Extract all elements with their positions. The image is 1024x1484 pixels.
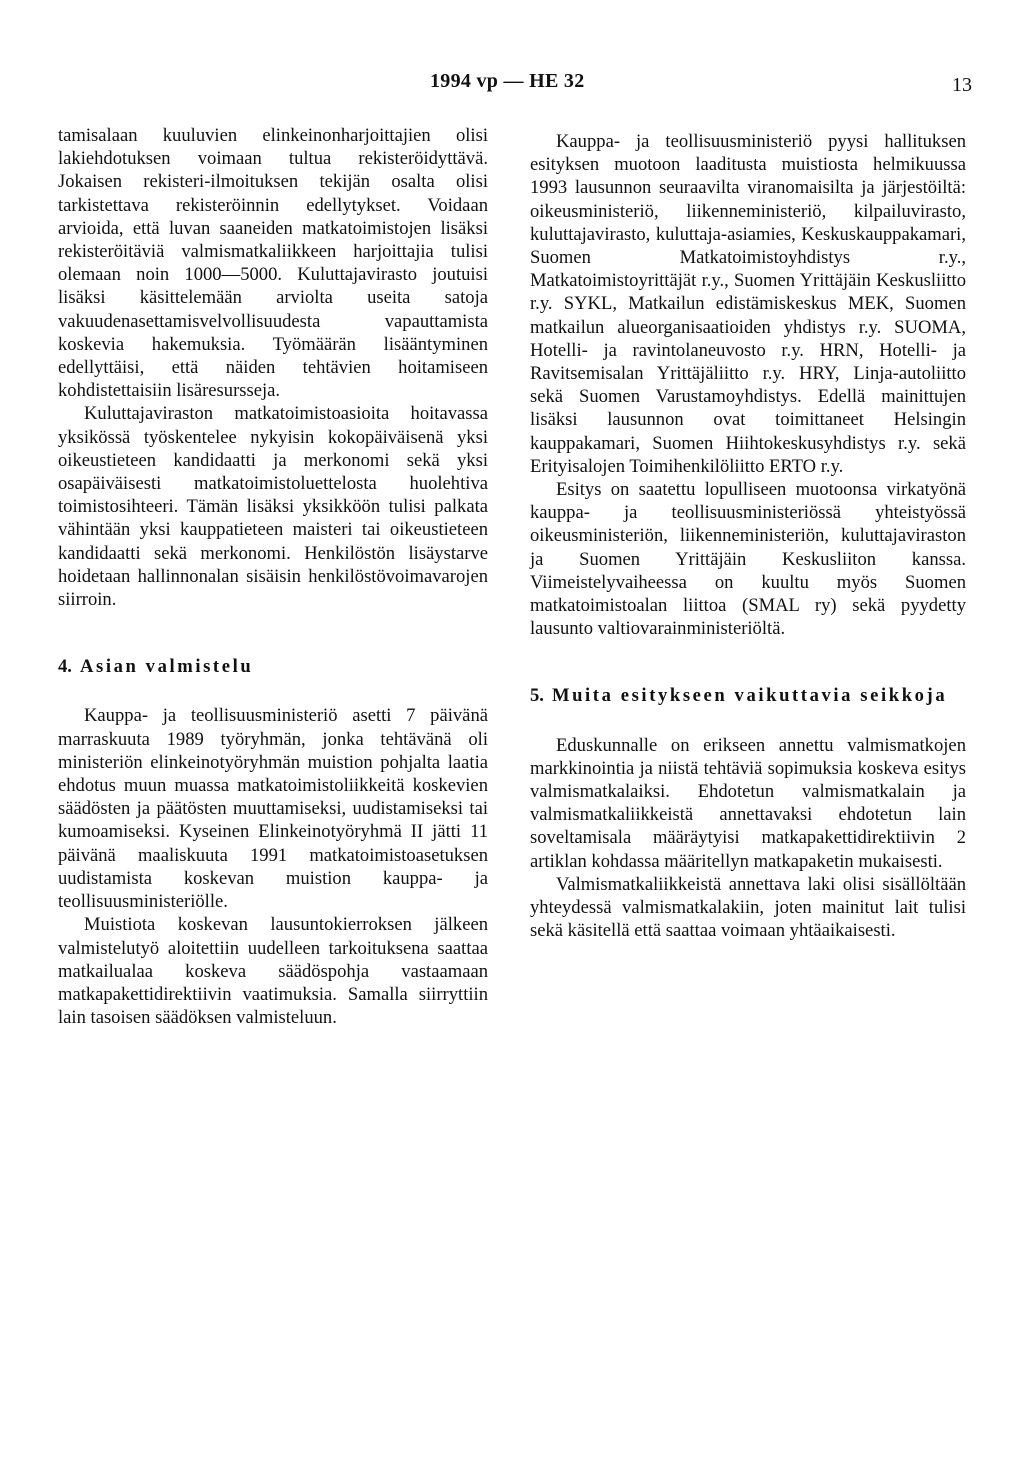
paragraph: Kauppa- ja teollisuusministeriö pyysi hallituksen esityksen muotoon laaditusta muistiosta helmikuussa 1993 lausunnon seuraavilta viranomaisilta ja järjestöiltä: oikeusministeriö, liikenneministeriö, kilpailuvirasto, kuluttajavirasto, kuluttaja-asiamies, Keskuskauppakamari, Suomen Matkatoimistoyhdistys r.y., Matkatoimistoyrittäjät r.y., Suomen Yrittäjäin Keskusliitto r.y. SYKL, Matkailun edistämiskeskus MEK, Suomen matkailun alueorganisaatioiden yhdistys r.y. SUOMA, Hotelli- ja ravintolaneuvosto r.y. HRN, Hotelli- ja Ravitsemisalan Yrittäjäliitto r.y. HRY, Linja-autoliitto sekä Suomen Varustamoyhdistys. Edellä mainittujen lisäksi lausunnon ovat toimittaneet Helsingin kauppakamari, Suomen Hiihtokeskusyhdistys r.y. sekä Erityisalojen Toimihenkilöliitto ERTO r.y. xyxy=(530,131,966,477)
paragraph: Muistiota koskevan lausuntokierroksen jälkeen valmistelutyö aloitettiin uudelleen tarkoituksena saattaa matkailualaa koskeva säädöspohja vastaamaan matkapakettidirektiivin vaatimuksia. Samalla siirryttiin lain tasoisen säädöksen valmisteluun. xyxy=(58,914,488,1029)
paragraph: Kauppa- ja teollisuusministeriö asetti 7 päivänä marraskuuta 1989 työryhmän, jonka tehtävänä oli ministeriön elinkeinotyöryhmän muistion pohjalta laatia ehdotus muun muassa matkatoimistoliikkeitä koskevien säädösten ja päätösten muuttamiseksi, uudistamiseksi tai kumoamiseksi. Kyseinen Elinkeinotyöryhmä II jätti 11 päivänä maaliskuuta 1991 matkatoimistoasetuksen uudistamista koskevan muistion kauppa- ja teollisuusministeriölle. xyxy=(58,705,488,913)
running-head: 1994 vp — HE 32 xyxy=(430,70,585,92)
paragraph: Kuluttajaviraston matkatoimistoasioita hoitavassa yksikössä työskentelee nykyisin kokopäiväisenä yksi oikeustieteen kandidaatti ja merkonomi sekä yksi osapäiväisesti matkatoimistoluettelosta huolehtiva toimistosihteeri. Tämän lisäksi yksikköön tulisi palkata vähintään yksi kauppatieteen maisteri tai oikeustieteen kandidaatti sekä merkonomi. Henkilöstön lisäystarve hoidetaan hallinnonalan sisäisin henkilöstövoimavarojen siirroin. xyxy=(58,403,488,611)
paragraph: tamisalaan kuuluvien elinkeinonharjoittajien olisi lakiehdotuksen voimaan tultua rekisteröidyttävä. Jokaisen rekisteri-ilmoituksen tekijän osalta olisi tarkistettava rekisteröinnin edellytykset. Voidaan arvioida, että luvan saaneiden matkatoimistojen lisäksi rekisteröitäviä valmismatkaliikkeen harjoittajia tulisi olemaan noin 1000—5000. Kuluttajavirasto joutuisi lisäksi käsittelemään arviolta useita satoja vakuudenasettamisvelvollisuudesta vapauttamista koskevia hakemuksia. Työmäärän lisääntyminen edellyttäisi, että näiden tehtävien hoitamiseen kohdistettaisiin lisäresursseja. xyxy=(58,125,488,402)
section-heading xyxy=(530,684,966,707)
section-number: 4. xyxy=(58,656,72,678)
paragraph: Eduskunnalle on erikseen annettu valmismatkojen markkinointia ja niistä tehtäviä sopimuksia koskeva esitys valmismatkalaiksi. Ehdotetun valmismatkalain ja valmismatkaliikkeistä annettavaksi ehdotetun lain soveltamisala määräytyisi matkapakettidirektiivin 2 artiklan kohdassa määritellyn matkapaketin mukaisesti. xyxy=(530,734,966,872)
section-title: Muita esitykseen vaikuttavia seikkoja xyxy=(551,685,948,707)
section-number: 5. xyxy=(530,685,544,707)
right-column xyxy=(530,130,966,943)
section-heading xyxy=(58,655,488,678)
paragraph: Esitys on saatettu lopulliseen muotoonsa virkatyönä kauppa- ja teollisuusministeriössä yhteistyössä oikeusministeriön, liikenneministeriön, kuluttajaviraston ja Suomen Yrittäjäin Keskusliiton kanssa. Viimeistelyvaiheessa on kuultu myös Suomen matkatoimistoalan liittoa (SMAL ry) sekä pyydetty lausunto valtiovarainministeriöltä. xyxy=(530,479,966,640)
page-header xyxy=(0,70,1024,100)
page-number: 13 xyxy=(952,74,972,96)
section-title: Asian valmistelu xyxy=(79,656,254,678)
left-column xyxy=(58,124,488,1029)
paragraph: Valmismatkaliikkeistä annettava laki olisi sisällöltään yhteydessä valmismatkalakiin, joten mainitut lait tulisi sekä käsitellä että saattaa voimaan yhtäaikaisesti. xyxy=(530,873,966,942)
